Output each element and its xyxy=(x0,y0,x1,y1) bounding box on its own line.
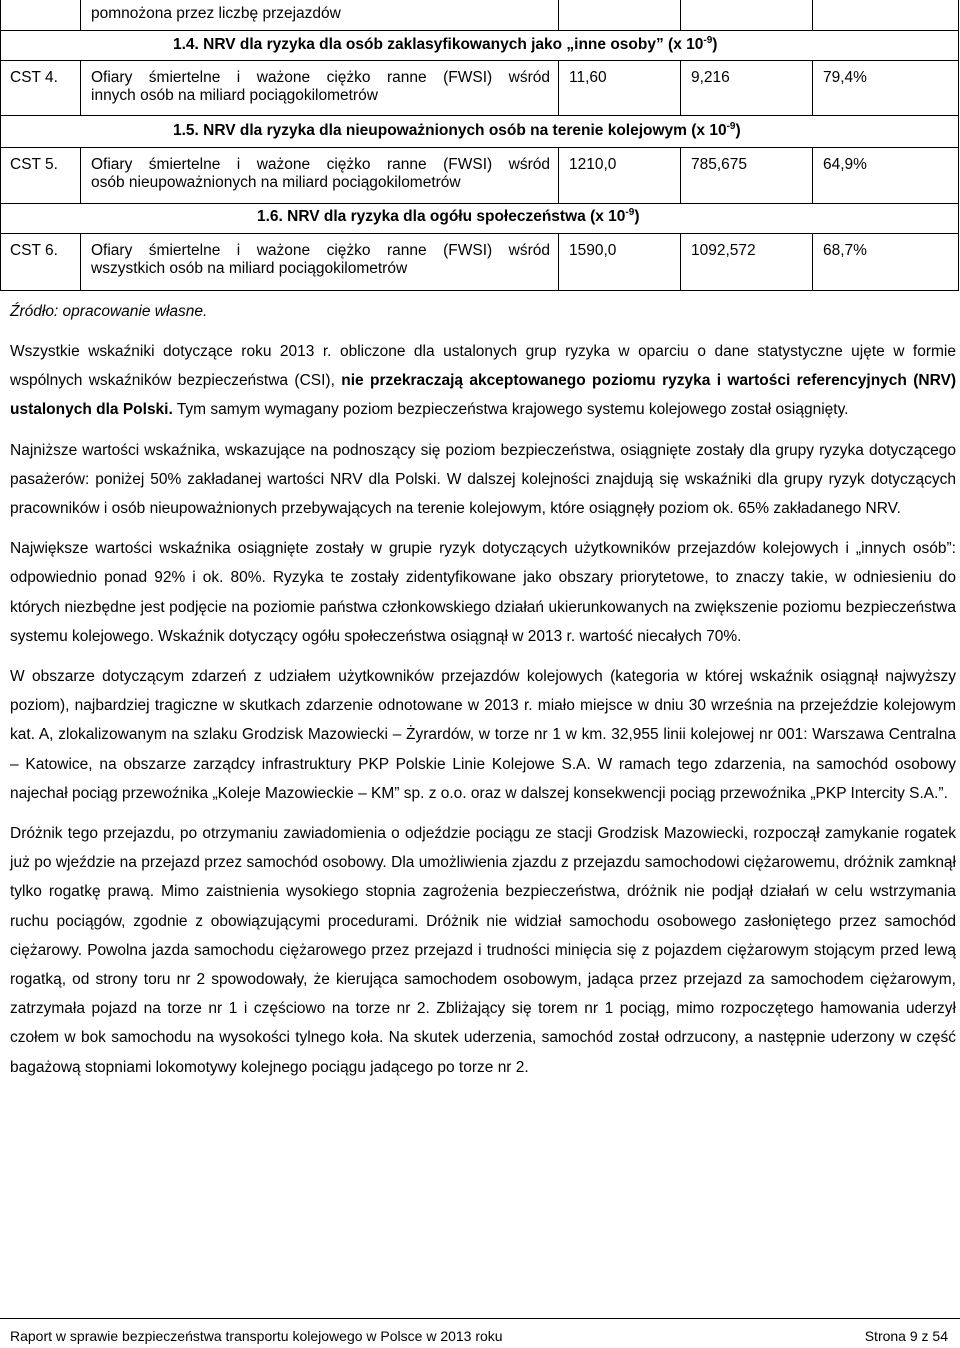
table-source-note: Źródło: opracowanie własne. xyxy=(10,303,208,320)
paragraph: Dróżnik tego przejazdu, po otrzymaniu zawiadomienia o odjeździe pociągu ze stacji Grodzisk Mazowiecki, rozpoczął zamykanie rogatek już po wjeździe na przejazd przez samochód osobowy. Dla umożliwienia zjazdu z przejazdu samochodowi ciężarowemu, dróżnik zamknął tylko rogatkę prawą. Mimo zaistnienia wysokiego stopnia zagrożenia bezpieczeństwa, dróżnik nie podjął działań w celu wstrzymania ruchu pociągów, zgodnie z obowiązującymi procedurami. Dróżnik nie widział samochodu osobowego zasłoniętego przez samochód ciężarowy. Powolna jazda samochodu ciężarowego przez przejazd i trudności minięcia się z pojazdem ciężarowym stojącym przed lewą rogatką, od strony toru nr 2 spowodowały, że kierująca samochodem osobowym, jadąca przez przejazd za samochodem ciężarowym, zatrzymała pojazd na torze nr 1 i częściowo na torze nr 2. Zbliżający się torem nr 1 pociąg, mimo rozpoczętego hamowania uderzył czołem w bok samochodu na wysokości tylnego koła. Na skutek uderzenia, samochód został odrzucony, a następnie uderzony w część bagażową stopniami lokomotywy kolejnego pociągu jadącego po torze nr 2. xyxy=(10,825,956,1076)
table-border xyxy=(812,233,813,291)
table-border xyxy=(80,233,81,291)
risk-table xyxy=(0,0,960,290)
table-border xyxy=(0,233,959,234)
table-border xyxy=(80,60,81,115)
table-border xyxy=(0,0,1,291)
table-border xyxy=(680,233,681,291)
paragraph-text: Wszystkie wskaźniki dotyczące roku 2013 r. obliczone dla ustalonych grup ryzyka w oparciu o dane statystyczne ujęte w formie wspólnych wskaźników bezpieczeństwa (CSI), xyxy=(10,343,956,390)
table-cell-percent: 79,4% xyxy=(823,69,867,86)
footer-divider xyxy=(0,1318,960,1319)
table-border xyxy=(0,30,959,31)
table-cell-code: CST 4. xyxy=(10,69,58,86)
table-cell-description: pomnożona przez liczbę przejazdów xyxy=(91,5,341,22)
table-border xyxy=(0,115,959,116)
footer-page-number: Strona 9 z 54 xyxy=(864,1328,948,1344)
table-border xyxy=(680,147,681,203)
table-border xyxy=(812,0,813,30)
table-border xyxy=(558,147,559,203)
table-border xyxy=(80,0,81,30)
table-cell-description xyxy=(91,242,550,278)
table-cell-value: 1092,572 xyxy=(691,242,756,259)
table-cell-code: CST 6. xyxy=(10,242,58,259)
table-cell-value: 785,675 xyxy=(691,156,748,173)
report-body xyxy=(10,337,956,1082)
table-border xyxy=(0,290,959,291)
paragraph xyxy=(10,337,956,425)
table-border xyxy=(680,0,681,30)
paragraph: Najniższe wartości wskaźnika, wskazujące na podnoszący się poziom bezpieczeństwa, osiągnięte zostały dla grupy ryzyka dotyczącego pasażerów: poniżej 50% zakładanej wartości NRV dla Polski. W dalszej kolejności znajdują się wskaźniki dla grupy ryzyk dotyczących pracowników i osób nieupoważnionych przebywających na terenie kolejowym, które osiągnęły poziom ok. 65% zakładanego NRV. xyxy=(10,441,956,518)
table-cell-nrv: 1210,0 xyxy=(569,156,617,173)
table-border xyxy=(558,60,559,115)
table-border xyxy=(0,203,959,204)
section-heading-text: 1.6. NRV dla ryzyka dla ogółu społeczeństwa (x 10 xyxy=(257,208,626,225)
table-cell-percent: 68,7% xyxy=(823,242,867,259)
section-heading-text: ) xyxy=(712,36,718,53)
table-border xyxy=(558,0,559,30)
description-line: Ofiary śmiertelne i ważone ciężko ranne (FWSI) wśród xyxy=(91,242,550,259)
description-line: Ofiary śmiertelne i ważone ciężko ranne (FWSI) wśród xyxy=(91,69,550,86)
description-line: innych osób na miliard pociągokilometrów xyxy=(91,87,378,104)
table-border xyxy=(558,233,559,291)
section-heading-text: ) xyxy=(634,208,640,225)
paragraph: W obszarze dotyczącym zdarzeń z udziałem użytkowników przejazdów kolejowych (kategoria w której wskaźnik osiągnął najwyższy poziom), najbardziej tragiczne w skutkach zdarzenie odnotowane w 2013 r. miało miejsce w dniu 30 września na przejeździe kolejowym kat. A, zlokalizowanym na szlaku Grodzisk Mazowiecki – Żyrardów, w torze nr 1 w km. 32,955 linii kolejowej nr 001: Warszawa Centralna – Katowice, na obszarze zarządcy infrastruktury PKP Polskie Linie Kolejowe S.A. W ramach tego zdarzenia, na samochód osobowy najechał pociąg przewoźnika „Koleje Mazowieckie – KM” sp. z o.o. oraz w dalszej konsekwencji pociąg przewoźnika „PKP Intercity S.A.”. xyxy=(10,668,956,802)
section-heading-text: 1.5. NRV dla ryzyka dla nieupoważnionych osób na terenie kolejowym (x 10 xyxy=(173,122,727,139)
table-cell-description xyxy=(91,156,550,192)
table-border xyxy=(958,0,959,291)
paragraph: Największe wartości wskaźnika osiągnięte zostały w grupie ryzyk dotyczących użytkowników przejazdów kolejowych i „innych osób”: odpowiednio ponad 92% i ok. 80%. Ryzyka te zostały zidentyfikowane jako obszary priorytetowe, to znaczy takie, w odniesieniu do których niezbędne jest podjęcie na poziomie państwa członkowskiego działań ukierunkowanych na zwiększenie poziomu bezpieczeństwa systemu kolejowego. Wskaźnik dotyczący ogółu społeczeństwa osiągnął w 2013 r. wartość niecałych 70%. xyxy=(10,540,956,645)
exponent: -9 xyxy=(703,35,713,46)
table-border xyxy=(0,147,959,148)
section-heading xyxy=(173,36,717,54)
footer-document-title: Raport w sprawie bezpieczeństwa transportu kolejowego w Polsce w 2013 roku xyxy=(10,1328,503,1344)
table-border xyxy=(812,147,813,203)
table-cell-value: 9,216 xyxy=(691,69,730,86)
table-border xyxy=(680,60,681,115)
paragraph-emphasis: nie przekraczają akceptowanego poziomu ryzyka i wartości referencyjnych (NRV) ustalonych dla Polski. xyxy=(10,372,956,419)
exponent: -9 xyxy=(625,207,635,218)
table-cell-description xyxy=(91,69,550,105)
section-heading xyxy=(257,208,639,226)
table-border xyxy=(812,60,813,115)
paragraph-text: Tym samym wymagany poziom bezpieczeństwa krajowego systemu kolejowego został osiągnięty. xyxy=(172,401,849,419)
table-border xyxy=(0,60,959,61)
table-cell-percent: 64,9% xyxy=(823,156,867,173)
description-line: osób nieupoważnionych na miliard pociągokilometrów xyxy=(91,174,461,191)
exponent: -9 xyxy=(726,121,736,132)
table-cell-nrv: 11,60 xyxy=(569,69,607,86)
description-line: wszystkich osób na miliard pociągokilometrów xyxy=(91,260,408,277)
table-border xyxy=(80,147,81,203)
table-cell-code: CST 5. xyxy=(10,156,58,173)
section-heading-text: ) xyxy=(735,122,741,139)
description-line: Ofiary śmiertelne i ważone ciężko ranne (FWSI) wśród xyxy=(91,156,550,173)
table-cell-nrv: 1590,0 xyxy=(569,242,617,259)
section-heading xyxy=(173,122,741,140)
section-heading-text: 1.4. NRV dla ryzyka dla osób zaklasyfikowanych jako „inne osoby” (x 10 xyxy=(173,36,704,53)
